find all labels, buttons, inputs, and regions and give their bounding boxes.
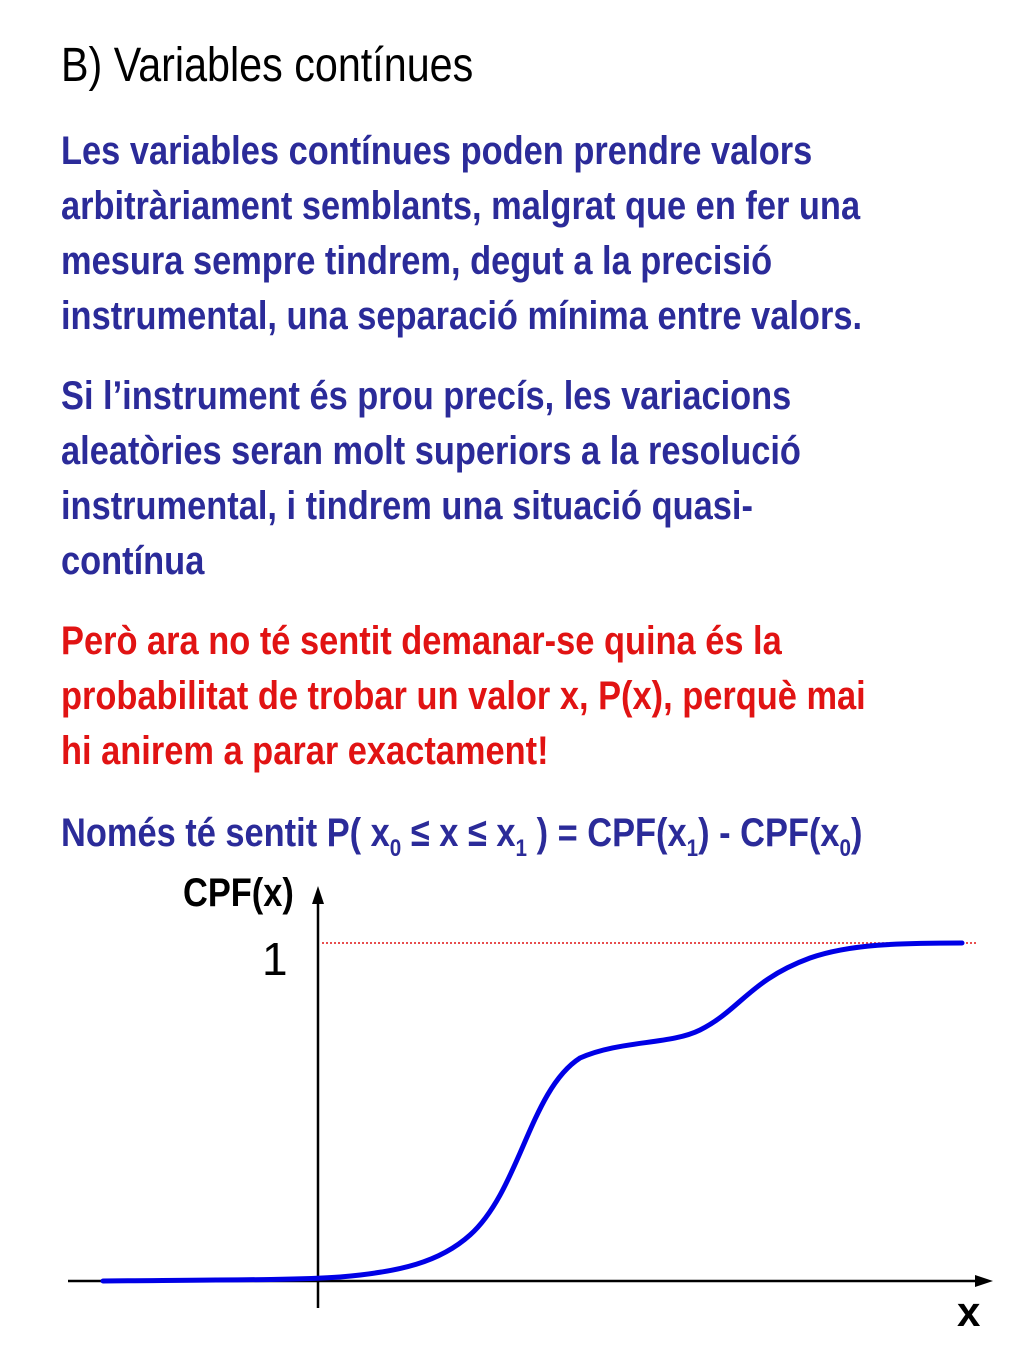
y-axis-label: CPF(x) — [182, 869, 294, 915]
x-axis-arrow — [975, 1275, 993, 1287]
text-line: hi anirem a parar exactament! — [61, 729, 549, 773]
text-line: Però ara no té sentit demanar-se quina és la — [61, 619, 782, 663]
y-axis-arrow — [312, 886, 324, 904]
text-line: Les variables contínues poden prendre valors — [61, 129, 813, 173]
level-one-label: 1 — [262, 933, 288, 985]
formula-subscript: 1 — [686, 835, 699, 862]
text-line: contínua — [61, 539, 205, 583]
text-line: mesura sempre tindrem, degut a la precisió — [61, 239, 773, 283]
formula-part: ≤ x ≤ x — [401, 811, 516, 855]
formula-subscript: 0 — [839, 835, 852, 862]
cpf-curve — [103, 943, 962, 1281]
slide-title: B) Variables contínues — [61, 39, 474, 92]
formula-prefix: Només té sentit P( x — [61, 811, 390, 855]
text-line: instrumental, i tindrem una situació quasi- — [61, 484, 753, 528]
formula-part: ) = CPF(x — [527, 811, 687, 855]
formula-subscript: 1 — [515, 835, 528, 862]
text-line: instrumental, una separació mínima entre valors. — [61, 294, 863, 338]
formula-part: ) - CPF(x — [698, 811, 840, 855]
text-line: arbitràriament semblants, malgrat que en fer una — [61, 184, 861, 228]
text-line: probabilitat de trobar un valor x, P(x), perquè mai — [61, 674, 866, 718]
formula-subscript: 0 — [389, 835, 402, 862]
text-line: aleatòries seran molt superiors a la resolució — [61, 429, 801, 473]
formula-suffix: ) — [851, 811, 863, 855]
x-axis-label: x — [957, 1288, 981, 1335]
text-line: Si l’instrument és prou precís, les variacions — [61, 374, 792, 418]
